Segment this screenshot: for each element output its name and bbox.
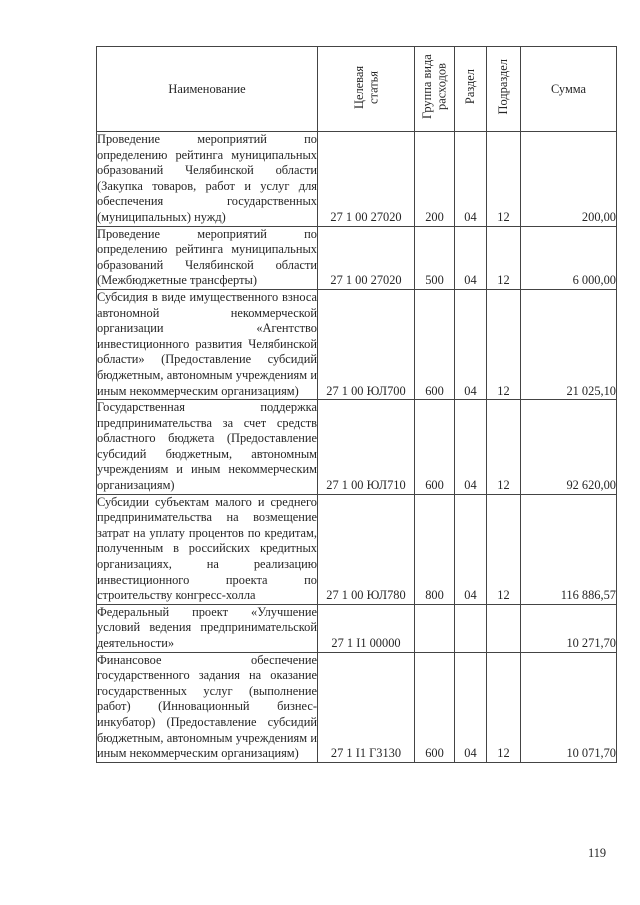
row-name: Проведение мероприятий по определению рейтинга муниципальных образований Челябинской области (Межбюджетные трансферты) <box>97 226 318 289</box>
row-section: 04 <box>455 400 487 495</box>
header-row <box>97 47 617 132</box>
row-sum: 116 886,57 <box>521 494 617 604</box>
header-section: Раздел <box>455 47 487 132</box>
table-row <box>97 494 617 604</box>
table-row <box>97 400 617 495</box>
row-group: 600 <box>415 289 455 399</box>
table-row <box>97 604 617 652</box>
row-subsection: 12 <box>487 132 521 227</box>
row-target: 27 1 I1 Г3130 <box>318 652 415 762</box>
row-group: 600 <box>415 652 455 762</box>
row-name: Проведение мероприятий по определению рейтинга муниципальных образований Челябинской области (Закупка товаров, работ и услуг для обеспечения государственных (муниципальных) нужд) <box>97 132 318 227</box>
row-group: 600 <box>415 400 455 495</box>
header-subsection: Подраздел <box>487 47 521 132</box>
header-target: Целевая статья <box>318 47 415 132</box>
row-sum: 6 000,00 <box>521 226 617 289</box>
table-row <box>97 652 617 762</box>
table-body <box>97 132 617 763</box>
row-name: Государственная поддержка предпринимательства за счет средств областного бюджета (Предоставление субсидий бюджетным, автономным учреждениям и иным некоммерческим организациям) <box>97 400 318 495</box>
header-group: Группа вида расходов <box>415 47 455 132</box>
row-subsection <box>487 604 521 652</box>
row-group <box>415 604 455 652</box>
table-row <box>97 226 617 289</box>
row-target: 27 1 I1 00000 <box>318 604 415 652</box>
budget-table <box>96 46 617 763</box>
row-subsection: 12 <box>487 652 521 762</box>
row-sum: 21 025,10 <box>521 289 617 399</box>
table-row <box>97 289 617 399</box>
row-subsection: 12 <box>487 494 521 604</box>
row-name: Финансовое обеспечение государственного задания на оказание государственных услуг (выполнение работ) (Инновационный бизнес-инкубатор) (Предоставление субсидий бюджетным, автономным учреждениям и иным некоммерческим организациям) <box>97 652 318 762</box>
row-group: 800 <box>415 494 455 604</box>
row-subsection: 12 <box>487 289 521 399</box>
row-section <box>455 604 487 652</box>
row-section: 04 <box>455 289 487 399</box>
row-target: 27 1 00 ЮЛ780 <box>318 494 415 604</box>
row-section: 04 <box>455 652 487 762</box>
row-target: 27 1 00 27020 <box>318 226 415 289</box>
row-name: Федеральный проект «Улучшение условий ведения предпринимательской деятельности» <box>97 604 318 652</box>
row-target: 27 1 00 ЮЛ700 <box>318 289 415 399</box>
header-name: Наименование <box>97 47 318 132</box>
row-name: Субсидия в виде имущественного взноса автономной некоммерческой организации «Агентство инвестиционного развития Челябинской области» (Предоставление субсидий бюджетным, автономным учреждениям и иным некоммерческим организациям) <box>97 289 318 399</box>
row-target: 27 1 00 ЮЛ710 <box>318 400 415 495</box>
row-section: 04 <box>455 226 487 289</box>
row-name: Субсидии субъектам малого и среднего предпринимательства на возмещение затрат на уплату процентов по кредитам, полученным в российских кредитных организациях, на реализацию инвестиционного проекта по строительству конгресс-холла <box>97 494 318 604</box>
row-sum: 200,00 <box>521 132 617 227</box>
row-section: 04 <box>455 132 487 227</box>
header-sum: Сумма <box>521 47 617 132</box>
row-group: 200 <box>415 132 455 227</box>
row-sum: 10 071,70 <box>521 652 617 762</box>
page-number: 119 <box>588 846 607 860</box>
row-sum: 10 271,70 <box>521 604 617 652</box>
row-target: 27 1 00 27020 <box>318 132 415 227</box>
row-section: 04 <box>455 494 487 604</box>
row-group: 500 <box>415 226 455 289</box>
row-subsection: 12 <box>487 400 521 495</box>
row-sum: 92 620,00 <box>521 400 617 495</box>
table-row <box>97 132 617 227</box>
row-subsection: 12 <box>487 226 521 289</box>
